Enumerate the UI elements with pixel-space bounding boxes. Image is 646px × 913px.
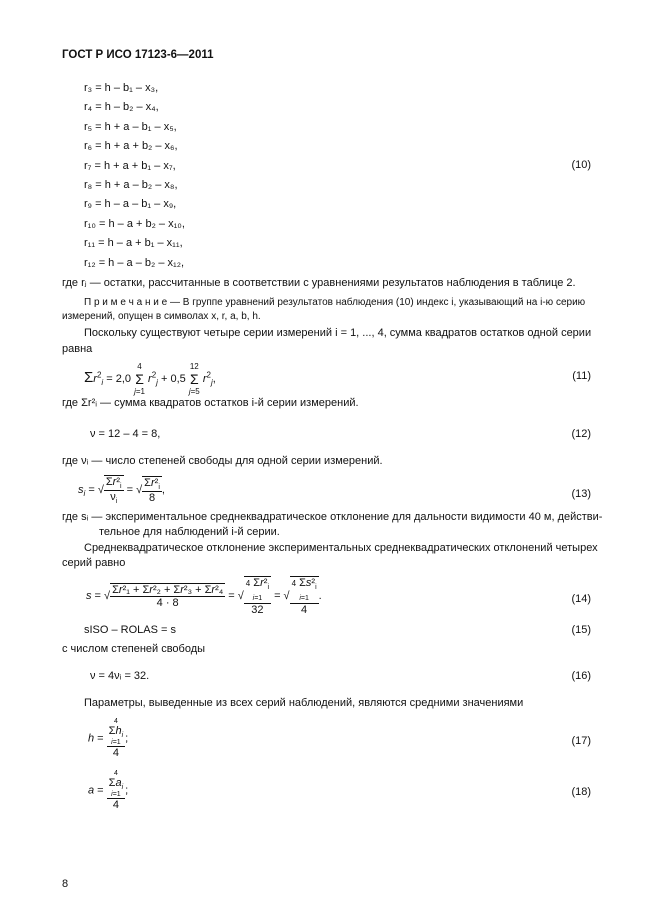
equation-18: a = 4 $\Sigma a_i$ i=1 4 ; [88, 770, 129, 812]
equation-12: ν = 12 – 4 = 8, [90, 428, 161, 440]
stddev-text-1: Среднеквадратическое отклонение экспериментальных среднеквадратических отклонений четырех [84, 542, 598, 554]
page-number: 8 [62, 878, 69, 890]
stddev-text-2: серий равно [62, 557, 126, 569]
equation-number-10: (10) [571, 159, 591, 171]
equation-13: $s_i$ = √ $\frac{\Sigma r^2_i}{\nu_i}$ = √ $\frac{\Sigma r^2_i}{8}$ , [78, 476, 165, 506]
equation-number-17: (17) [571, 735, 591, 747]
since-text-1: Поскольку существуют четыре серии измерений i = 1, ..., 4, сумма квадратов остатков одной серии [84, 327, 592, 339]
equation-number-16: (16) [571, 670, 591, 682]
equation-line: r₈ = h + a – b₂ – x₈, [84, 179, 178, 191]
with-dof-text: с числом степеней свободы [62, 643, 206, 655]
where-nu-text: где νᵢ — число степеней свободы для одной серии измерений. [62, 455, 383, 467]
equation-number-15: (15) [571, 624, 591, 636]
equation-line: r₁₂ = h – a – b₂ – x₁₂, [84, 256, 185, 269]
note-line-1: П р и м е ч а н и е — В группе уравнений результатов наблюдения (10) индекс i, указывающий на i-ю серию [84, 297, 586, 308]
where-rj-text: где rⱼ — остатки, рассчитанные в соответствии с уравнениями результатов наблюдения в таблице 2. [62, 277, 576, 289]
where-si-text-1: где sᵢ — экспериментальное среднеквадратическое отклонение для дальности видимости 40 м, действи- [62, 511, 603, 523]
equation-number-13: (13) [571, 488, 591, 500]
equation-line: r₄ = h – b₂ – x₄, [84, 101, 159, 114]
equation-14: s = √ $\frac{\text{Σr²₁ + Σr²₂ + Σr²₃ + Σr²₄}}{4 \cdot 8}$ = √ 4 $\Sigma r^2_i$ i=1 32 = √ 4 $\Sigma s^2_i$ i=1 4 . [86, 577, 322, 617]
document-header: ГОСТ Р ИСО 17123-6—2011 [62, 49, 214, 61]
note-line-2: измерений, опущен в символах x, r, a, b, h. [62, 311, 261, 322]
equation-11: $\Sigma r^2_i = 2,0$ 4 Σ j=1 $r^2_j + 0,5$ 12 Σ j=5 $r^2_j$, [84, 362, 216, 396]
equation-line: r₅ = h + a – b₁ – x₅, [84, 120, 177, 133]
equation-line: r₆ = h + a + b₂ – x₆, [84, 140, 178, 153]
equation-line: r₇ = h + a + b₁ – x₇, [84, 159, 176, 172]
where-si-text-2: тельное для наблюдений i-й серии. [99, 526, 280, 538]
equation-number-14: (14) [571, 593, 591, 605]
equation-line: r₁₀ = h – a + b₂ – x₁₀, [84, 217, 185, 230]
equation-15: sISO – ROLAS = s [84, 624, 177, 636]
params-text: Параметры, выведенные из всех серий наблюдений, являются средними значениями [84, 697, 524, 709]
equation-number-11: (11) [572, 370, 591, 382]
equation-line: r₁₁ = h – a + b₁ – x₁₁, [84, 237, 183, 250]
equation-number-18: (18) [571, 786, 591, 798]
equation-number-12: (12) [571, 428, 591, 440]
where-sum-text: где Σr²ᵢ — сумма квадратов остатков i-й серии измерений. [62, 397, 359, 409]
equation-16: ν = 4νᵢ = 32. [90, 670, 150, 682]
since-text-2: равна [62, 343, 93, 355]
equation-17: h = 4 $\Sigma h_i$ i=1 4 ; [88, 718, 129, 760]
equation-line: r₃ = h – b₁ – x₃, [84, 82, 159, 94]
equation-line: r₉ = h – a – b₁ – x₉, [84, 198, 177, 211]
